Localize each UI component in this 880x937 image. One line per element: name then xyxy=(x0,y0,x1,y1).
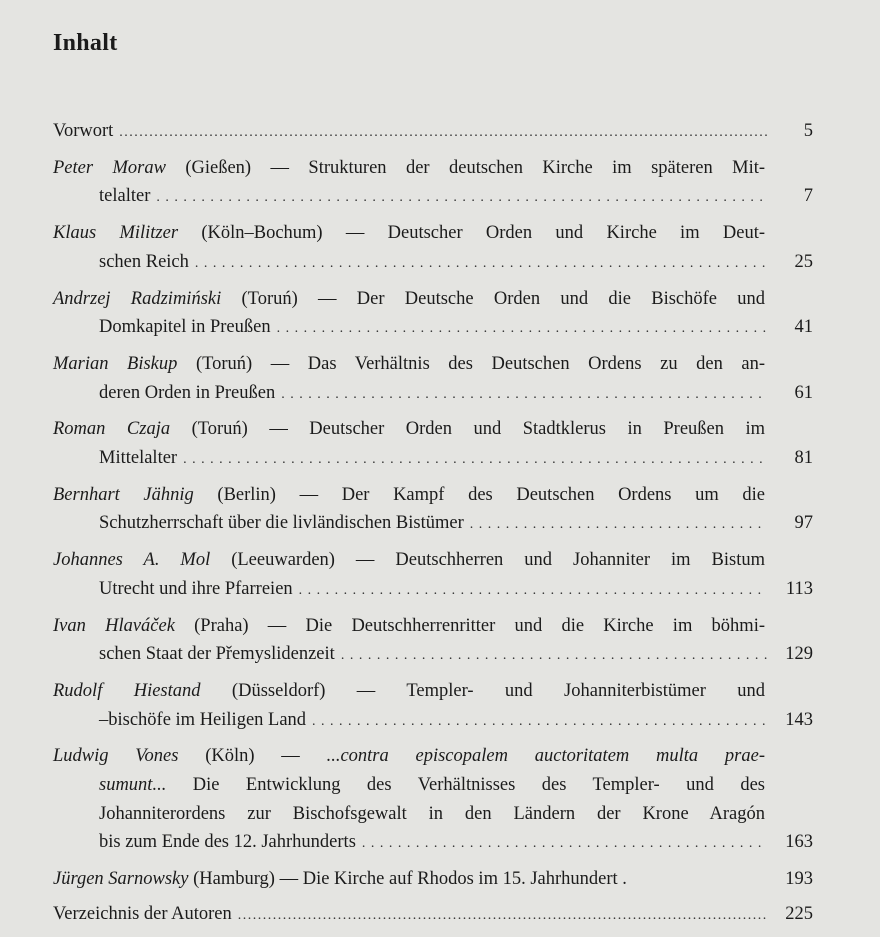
page-number: 61 xyxy=(794,382,813,403)
entry-title-cont: bis zum Ende des 12. Jahrhunderts xyxy=(99,832,356,853)
author-name: Ludwig Vones xyxy=(53,746,179,767)
toc-entry xyxy=(53,612,813,671)
toc-entry xyxy=(53,742,813,859)
page-number: 225 xyxy=(785,903,813,924)
dot-leader xyxy=(183,446,767,475)
entry-title-italic: ...contra episcopalem auctoritatem multa prae- xyxy=(326,746,766,767)
page-number: 5 xyxy=(803,121,813,141)
entry-title-cont: deren Orden in Preußen xyxy=(99,382,276,403)
entry-title-cont: Johanniterordens zur Bischofsgewalt in den Ländern der Krone Aragón xyxy=(99,803,765,824)
toc-entry xyxy=(53,865,813,894)
entry-title-cont: telalter xyxy=(99,186,151,207)
entry-title: (Praha) — Die Deutschherrenritter und die Kirche im böhmi- xyxy=(174,615,765,636)
entry-title-cont: Die Entwicklung des Verhältnisses des Templer- und des xyxy=(166,775,765,796)
entry-title-cont: schen Reich xyxy=(99,251,189,272)
toc-entry xyxy=(53,285,813,344)
author-name: Marian Biskup xyxy=(53,353,178,374)
dot-leader xyxy=(341,642,767,671)
author-name: Jürgen Sarnowsky xyxy=(53,869,189,890)
dot-leader xyxy=(362,830,767,859)
entry-title: (Düsseldorf) — Templer- und Johanniterbistümer und xyxy=(200,680,765,701)
dot-leader xyxy=(277,315,767,344)
toc-entry xyxy=(53,117,813,148)
page-number: 41 xyxy=(794,317,813,338)
page-title: Inhalt xyxy=(53,30,118,56)
dot-leader xyxy=(195,250,767,279)
entry-title: (Toruń) — Deutscher Orden und Stadtklerus in Preußen im xyxy=(170,419,766,440)
entry-title: (Köln–Bochum) — Deutscher Orden und Kirche im Deut- xyxy=(178,223,765,244)
toc-entry xyxy=(53,677,813,736)
page-number: 97 xyxy=(794,513,813,534)
entry-title: (Berlin) — Der Kampf des Deutschen Ordens um die xyxy=(193,484,765,505)
toc-entry xyxy=(53,154,813,213)
dot-leader xyxy=(156,184,767,213)
page-number: 81 xyxy=(794,448,813,469)
author-name: Andrzej Radzimiński xyxy=(53,288,222,309)
entry-title-cont: schen Staat der Přemyslidenzeit xyxy=(99,644,335,665)
toc-entry xyxy=(53,219,813,278)
page-number: 129 xyxy=(785,644,813,665)
entry-title-cont: –bischöfe im Heiligen Land xyxy=(99,709,307,730)
author-name: Bernhart Jähnig xyxy=(53,484,194,505)
page-number: 7 xyxy=(803,186,813,207)
author-name: Klaus Militzer xyxy=(53,223,179,244)
dot-leader xyxy=(299,577,767,606)
entry-title: Verzeichnis der Autoren xyxy=(53,903,232,924)
author-name: Roman Czaja xyxy=(53,419,171,440)
page-number: 113 xyxy=(785,578,813,599)
entry-title: (Köln) — xyxy=(178,746,327,767)
entry-title: (Leeuwarden) — Deutschherren und Johanniter im Bistum xyxy=(210,550,766,571)
toc-entry xyxy=(53,900,813,931)
entry-title-cont: Schutzherrschaft über die livländischen Bistümer xyxy=(99,513,464,534)
entry-title-italic: sumunt... xyxy=(99,775,167,796)
page-number: 193 xyxy=(785,869,813,890)
dot-leader xyxy=(470,511,767,540)
entry-title: Vorwort xyxy=(53,121,114,141)
entry-title: (Hamburg) — Die Kirche auf Rhodos im 15. Jahrhundert . xyxy=(188,869,627,890)
entry-title: (Toruń) — Der Deutsche Orden und die Bischöfe und xyxy=(221,288,766,309)
table-of-contents xyxy=(53,117,813,937)
entry-title: (Toruń) — Das Verhältnis des Deutschen Ordens zu den an- xyxy=(177,353,765,374)
page-number: 143 xyxy=(785,709,813,730)
toc-entry xyxy=(53,415,813,474)
page-number: 163 xyxy=(785,832,813,853)
toc-entry xyxy=(53,481,813,540)
author-name: Rudolf Hiestand xyxy=(53,680,201,701)
entry-title-cont: Utrecht und ihre Pfarreien xyxy=(99,578,293,599)
page-number: 25 xyxy=(794,251,813,272)
dot-leader xyxy=(238,902,767,931)
toc-entry xyxy=(53,546,813,605)
entry-title-cont: Mittelalter xyxy=(99,448,178,469)
author-name: Johannes A. Mol xyxy=(53,550,211,571)
dot-leader xyxy=(281,381,767,410)
entry-title-cont: Domkapitel in Preußen xyxy=(99,317,271,338)
dot-leader xyxy=(312,708,767,737)
toc-entry xyxy=(53,350,813,409)
author-name: Peter Moraw xyxy=(53,157,166,178)
entry-title: (Gießen) — Strukturen der deutschen Kirche im späteren Mit- xyxy=(165,157,766,178)
author-name: Ivan Hlaváček xyxy=(53,615,175,636)
dot-leader xyxy=(119,119,767,148)
